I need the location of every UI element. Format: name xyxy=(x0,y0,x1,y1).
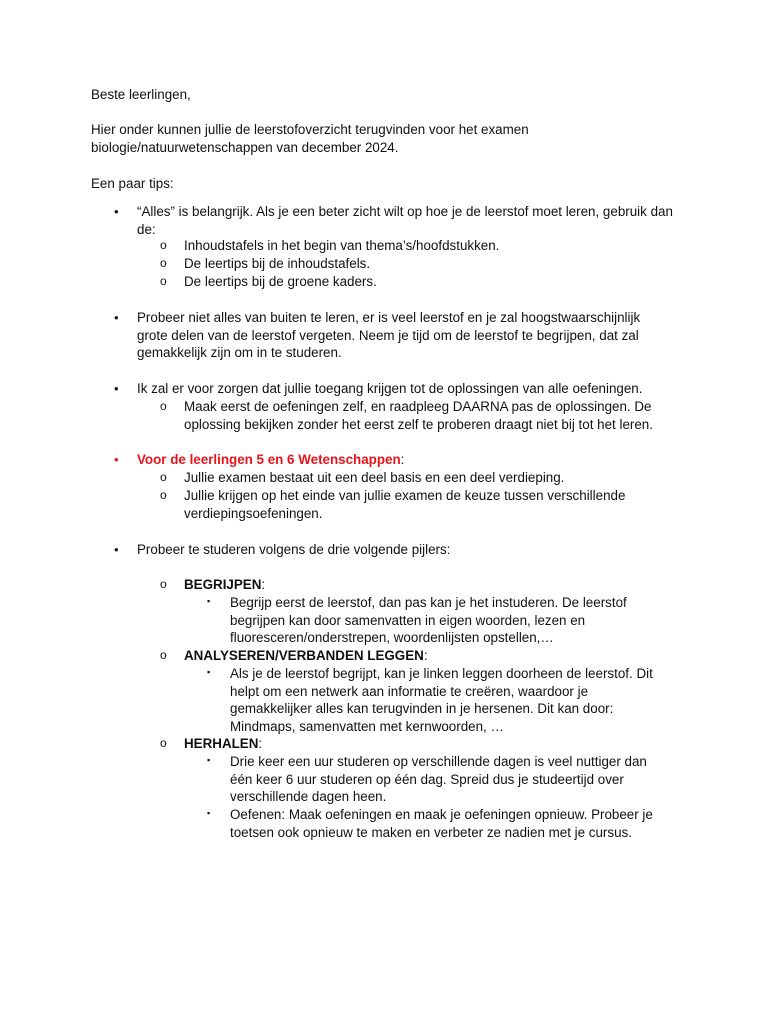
pillar-title: ANALYSEREN/VERBANDEN LEGGEN xyxy=(184,648,424,663)
pillar-title: BEGRIJPEN xyxy=(184,577,262,592)
bullet-icon: • xyxy=(114,542,119,557)
intro-line-2: biologie/natuurwetenschappen van december 2024. xyxy=(91,140,399,155)
tip-1-sub-1: o Inhoudstafels in het begin van thema’s/hoofdstukken. xyxy=(160,238,500,253)
red-bullet-icon: • xyxy=(114,452,119,467)
tip-1-text: “Alles” is belangrijk. Als je een beter zicht wilt op hoe je de leerstof moet leren, gebruik dan de: xyxy=(137,204,673,237)
pillar-herhalen-item-2: ▪ Oefenen: Maak oefeningen en maak je oefeningen opnieuw. Probeer je toetsen ook opnieuw te maken en verbeter ze nadien met je cursus. xyxy=(207,807,653,840)
bullet-icon: • xyxy=(114,381,119,396)
pillar-begrijpen: o BEGRIJPEN: xyxy=(160,577,266,592)
square-bullet-icon: ▪ xyxy=(207,667,211,677)
pillar-herhalen: o HERHALEN: xyxy=(160,736,263,751)
tip-5 xyxy=(91,541,691,559)
tip-1 xyxy=(91,203,691,238)
bullet-icon: • xyxy=(114,204,119,219)
square-bullet-icon: ▪ xyxy=(207,596,211,606)
tip-5-text: Probeer te studeren volgens de drie volgende pijlers: xyxy=(137,542,451,557)
tip-4-highlight: Voor de leerlingen 5 en 6 Wetenschappen xyxy=(137,452,401,467)
tip-4 xyxy=(91,451,691,469)
circle-bullet-icon: o xyxy=(160,399,167,413)
tip-3 xyxy=(91,380,691,398)
tip-3-sub-1: o Maak eerst de oefeningen zelf, en raadpleeg DAARNA pas de oplossingen. De oplossing bekijken zonder het eerst zelf te proberen draagt niet bij tot het leren. xyxy=(160,399,653,432)
circle-bullet-icon: o xyxy=(160,274,167,288)
tips-heading: Een paar tips: xyxy=(91,176,174,191)
pillar-herhalen-item-1: ▪ Drie keer een uur studeren op verschillende dagen is veel nuttiger dan één keer 6 uur studeren op één dag. Spreid dus je studeertijd over verschillende dagen heen. xyxy=(207,754,647,805)
tip-4-sub-1: o Jullie examen bestaat uit een deel basis en een deel verdieping. xyxy=(160,470,565,485)
tip-4-text: Voor de leerlingen 5 en 6 Wetenschappen: xyxy=(137,452,405,467)
greeting: Beste leerlingen, xyxy=(91,87,191,102)
circle-bullet-icon: o xyxy=(160,577,167,591)
circle-bullet-icon: o xyxy=(160,648,167,662)
circle-bullet-icon: o xyxy=(160,736,167,750)
circle-bullet-icon: o xyxy=(160,470,167,484)
circle-bullet-icon: o xyxy=(160,488,167,502)
tip-4-sub-2: o Jullie krijgen op het einde van jullie examen de keuze tussen verschillende verdiepingsoefeningen. xyxy=(160,488,626,521)
tip-1-sub-3: o De leertips bij de groene kaders. xyxy=(160,274,377,289)
pillar-title: HERHALEN xyxy=(184,736,259,751)
bullet-icon: • xyxy=(114,310,119,325)
tip-2 xyxy=(91,309,691,362)
tip-3-text: Ik zal er voor zorgen dat jullie toegang krijgen tot de oplossingen van alle oefeningen. xyxy=(137,381,643,396)
pillar-begrijpen-item-1: ▪ Begrijp eerst de leerstof, dan pas kan je het instuderen. De leerstof begrijpen kan door samenvatten in eigen woorden, lezen en fluoresceren/onderstrepen, woordenlijsten opstellen,… xyxy=(207,595,627,646)
tip-2-text: Probeer niet alles van buiten te leren, er is veel leerstof en je zal hoogstwaarschijnlijk grote delen van de leerstof vergeten. Neem je tijd om de leerstof te begrijpen, dat zal gemakkelijk zijn om in te studeren. xyxy=(137,310,641,361)
tip-1-sub-2: o De leertips bij de inhoudstafels. xyxy=(160,256,371,271)
square-bullet-icon: ▪ xyxy=(207,808,211,818)
circle-bullet-icon: o xyxy=(160,256,167,270)
circle-bullet-icon: o xyxy=(160,238,167,252)
pillar-analyseren-item-1: ▪ Als je de leerstof begrijpt, kan je linken leggen doorheen de leerstof. Dit helpt om een netwerk aan informatie te creëren, waardoor je gemakkelijker alles kan terugvinden in je hersenen. Dit kan door: Mindmaps, samenvatten met kernwoorden, … xyxy=(207,666,653,734)
square-bullet-icon: ▪ xyxy=(207,755,211,765)
pillar-analyseren: o ANALYSEREN/VERBANDEN LEGGEN: xyxy=(160,648,428,663)
intro-line-1: Hier onder kunnen jullie de leerstofoverzicht terugvinden voor het examen xyxy=(91,122,529,137)
